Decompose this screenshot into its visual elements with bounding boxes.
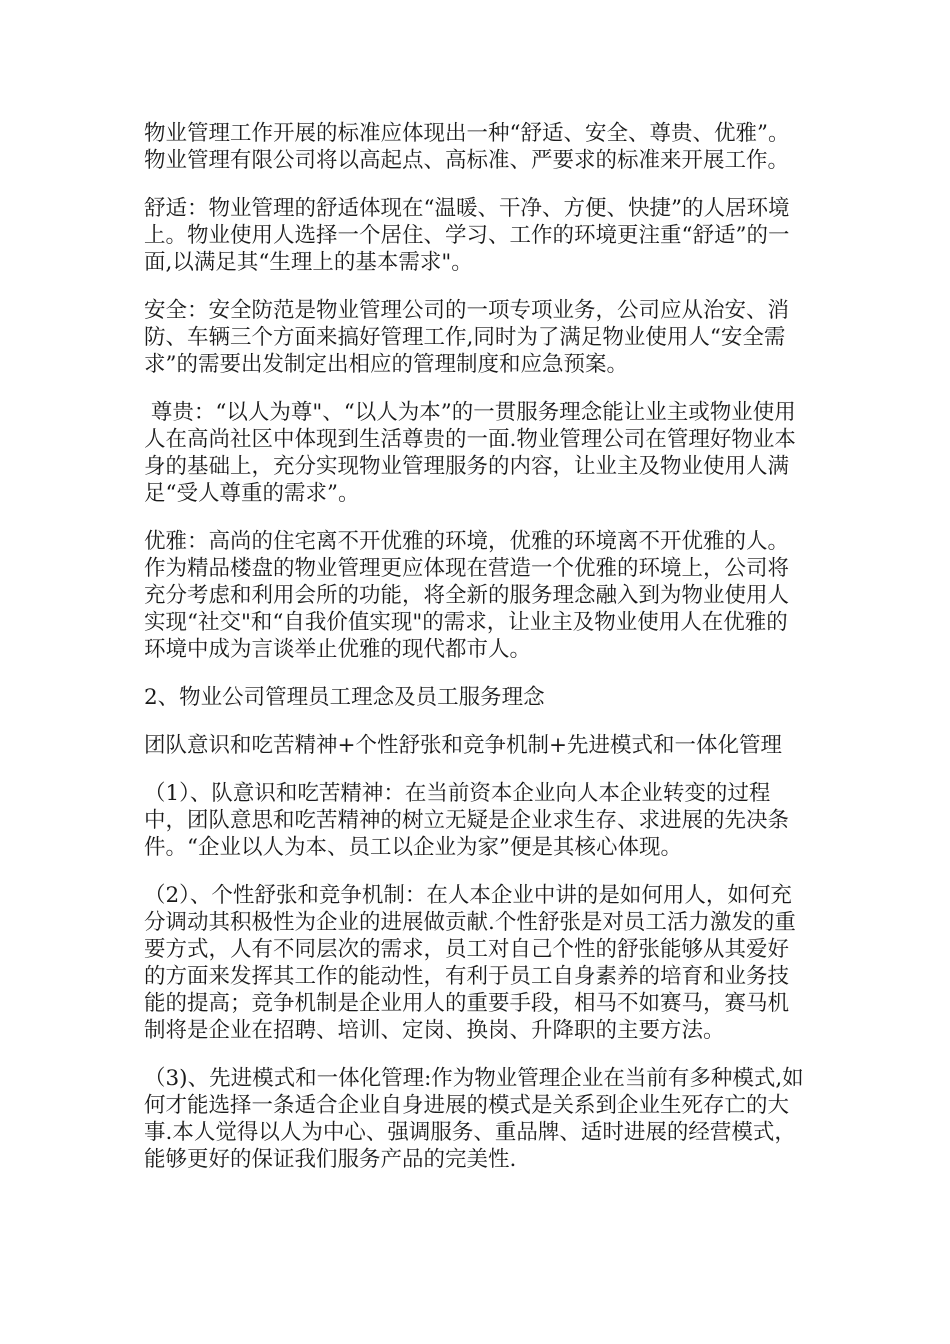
paragraph-comfort: 舒适：物业管理的舒适体现在“温暖、干净、方便、快捷”的人居环境上。物业使用人选择一个居住、学习、工作的环境更注重“舒适”的一面,以满足其“生理上的基本需求"。 <box>144 196 790 275</box>
paragraph-dignity: 尊贵：“以人为尊"、“以人为本”的一贯服务理念能让业主或物业使用人在高尚社区中体现到生活尊贵的一面.物业管理公司在管理好物业本身的基础上，充分实现物业管理服务的内容，让业主及物业使用人满足“受人尊重的需求”。 <box>144 400 796 506</box>
paragraph-item-2: （2）、个性舒张和竞争机制：在人本企业中讲的是如何用人，如何充分调动其积极性为企业的进展做贡献.个性舒张是对员工活力激发的重要方式，人有不同层次的需求，员工对自己个性的舒张能够从其爱好的方面来发挥其工作的能动性，有利于员工自身素养的培育和业务技能的提高；竞争机制是企业用人的重要手段，相马不如赛马，赛马机制将是企业在招聘、培训、定岗、换岗、升降职的主要方法。 <box>144 883 796 1043</box>
summary-line: 团队意识和吃苦精神+个性舒张和竞争机制+先进模式和一体化管理 <box>144 733 783 758</box>
paragraph-item-1: （1）、队意识和吃苦精神：在当前资本企业向人本企业转变的过程中，团队意思和吃苦精神的树立无疑是企业求生存、求进展的先决条件。“企业以人为本、员工以企业为家”便是其核心体现。 <box>144 781 790 860</box>
paragraph-elegance: 优雅：高尚的住宅离不开优雅的环境，优雅的环境离不开优雅的人。作为精品楼盘的物业管理更应体现在营造一个优雅的环境上，公司将充分考虑和利用会所的功能，将全新的服务理念融入到为物业使用人实现“社交"和“自我价值实现"的需求，让业主及物业使用人在优雅的环境中成为言谈举止优雅的现代都市人。 <box>144 529 790 662</box>
section-heading: 2、物业公司管理员工理念及员工服务理念 <box>144 685 545 710</box>
paragraph-item-3: （3)、先进模式和一体化管理:作为物业管理企业在当前有多种模式,如何才能选择一条适合企业自身进展的模式是关系到企业生死存亡的大事.本人觉得以人为中心、强调服务、重品牌、适时进展的经营模式，能够更好的保证我们服务产品的完美性. <box>144 1066 804 1172</box>
paragraph-intro: 物业管理工作开展的标准应体现出一种“舒适、安全、尊贵、优雅”。物业管理有限公司将以高起点、高标准、严要求的标准来开展工作。 <box>144 121 790 173</box>
document-body <box>144 120 806 1194</box>
paragraph-safety: 安全：安全防范是物业管理公司的一项专项业务，公司应从治安、消防、车辆三个方面来搞好管理工作,同时为了满足物业使用人“安全需求”的需要出发制定出相应的管理制度和应急预案。 <box>144 298 790 377</box>
